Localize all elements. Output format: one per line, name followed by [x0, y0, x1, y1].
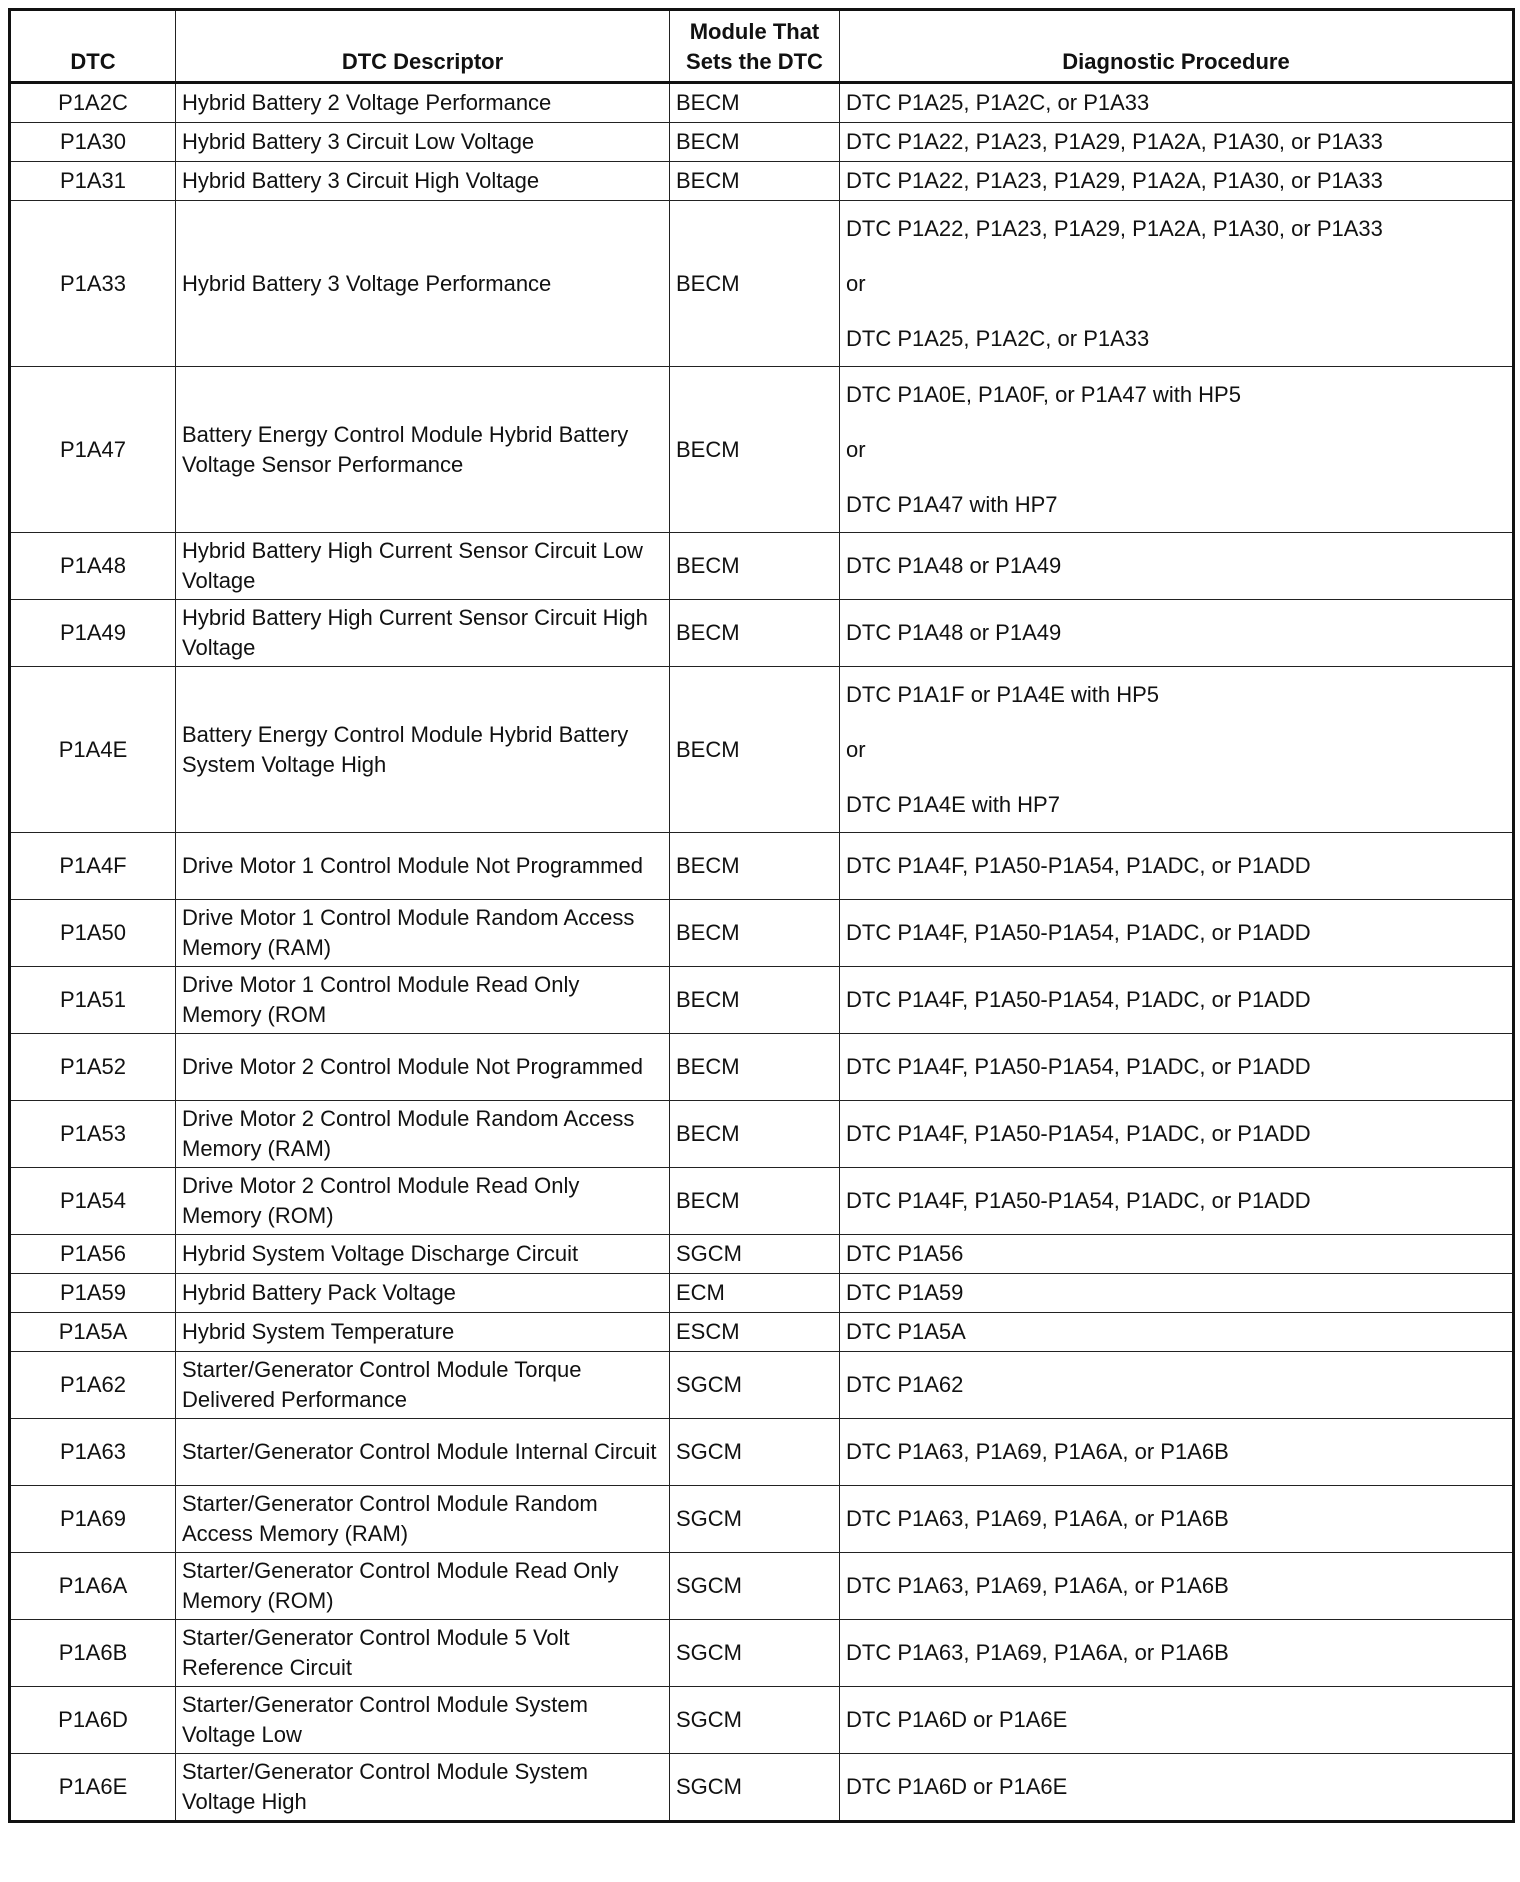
table-row	[10, 1313, 1514, 1352]
dtc-code: P1A53	[10, 1101, 176, 1168]
table-row	[10, 1687, 1514, 1754]
diagnostic-procedure: DTC P1A63, P1A69, P1A6A, or P1A6B	[840, 1419, 1514, 1486]
dtc-code: P1A6E	[10, 1754, 176, 1822]
header-module: Module That Sets the DTC	[670, 10, 840, 83]
module-name: SGCM	[670, 1620, 840, 1687]
procedure-line: DTC P1A25, P1A2C, or P1A33	[846, 326, 1150, 351]
dtc-code: P1A4F	[10, 833, 176, 900]
dtc-code: P1A62	[10, 1352, 176, 1419]
module-name: BECM	[670, 201, 840, 367]
dtc-descriptor: Drive Motor 2 Control Module Read Only Memory (ROM)	[176, 1168, 670, 1235]
procedure-or-separator: or	[846, 437, 866, 462]
dtc-descriptor: Hybrid Battery High Current Sensor Circuit High Voltage	[176, 600, 670, 667]
dtc-descriptor: Starter/Generator Control Module System Voltage High	[176, 1754, 670, 1822]
diagnostic-procedure: DTC P1A48 or P1A49	[840, 533, 1514, 600]
table-row	[10, 123, 1514, 162]
dtc-code: P1A31	[10, 162, 176, 201]
dtc-code: P1A54	[10, 1168, 176, 1235]
module-name: BECM	[670, 900, 840, 967]
module-name: ECM	[670, 1274, 840, 1313]
dtc-code: P1A50	[10, 900, 176, 967]
procedure-line: DTC P1A47 with HP7	[846, 492, 1058, 517]
table-row	[10, 1620, 1514, 1687]
procedure-line: DTC P1A4E with HP7	[846, 792, 1060, 817]
dtc-code: P1A52	[10, 1034, 176, 1101]
dtc-code: P1A33	[10, 201, 176, 367]
module-name: BECM	[670, 162, 840, 201]
table-row	[10, 600, 1514, 667]
dtc-code: P1A30	[10, 123, 176, 162]
dtc-code: P1A2C	[10, 83, 176, 123]
table-row	[10, 1419, 1514, 1486]
dtc-descriptor: Hybrid Battery High Current Sensor Circuit Low Voltage	[176, 533, 670, 600]
dtc-descriptor: Starter/Generator Control Module Internal Circuit	[176, 1419, 670, 1486]
dtc-code: P1A63	[10, 1419, 176, 1486]
table-row	[10, 83, 1514, 123]
dtc-descriptor: Hybrid Battery 2 Voltage Performance	[176, 83, 670, 123]
dtc-descriptor: Hybrid System Voltage Discharge Circuit	[176, 1235, 670, 1274]
module-name: SGCM	[670, 1687, 840, 1754]
table-row	[10, 1235, 1514, 1274]
table-row	[10, 667, 1514, 833]
module-name: BECM	[670, 83, 840, 123]
dtc-descriptor: Starter/Generator Control Module 5 Volt Reference Circuit	[176, 1620, 670, 1687]
module-name: SGCM	[670, 1486, 840, 1553]
dtc-table-container	[8, 8, 1512, 1880]
module-name: BECM	[670, 533, 840, 600]
table-body	[10, 83, 1514, 1822]
dtc-descriptor: Drive Motor 1 Control Module Not Programmed	[176, 833, 670, 900]
header-dtc-descriptor: DTC Descriptor	[176, 10, 670, 83]
module-name: BECM	[670, 367, 840, 533]
diagnostic-procedure: DTC P1A4F, P1A50-P1A54, P1ADC, or P1ADD	[840, 1168, 1514, 1235]
dtc-descriptor: Starter/Generator Control Module Random Access Memory (RAM)	[176, 1486, 670, 1553]
table-row	[10, 1034, 1514, 1101]
diagnostic-procedure: DTC P1A48 or P1A49	[840, 600, 1514, 667]
diagnostic-procedure	[840, 367, 1514, 533]
procedure-or-separator: or	[846, 271, 866, 296]
procedure-or-separator: or	[846, 737, 866, 762]
module-name: SGCM	[670, 1419, 840, 1486]
dtc-code: P1A48	[10, 533, 176, 600]
dtc-descriptor: Drive Motor 2 Control Module Random Access Memory (RAM)	[176, 1101, 670, 1168]
module-name: ESCM	[670, 1313, 840, 1352]
dtc-descriptor: Drive Motor 1 Control Module Random Access Memory (RAM)	[176, 900, 670, 967]
procedure-line: DTC P1A22, P1A23, P1A29, P1A2A, P1A30, or P1A33	[846, 216, 1383, 241]
module-name: BECM	[670, 833, 840, 900]
table-row	[10, 1754, 1514, 1822]
dtc-descriptor: Starter/Generator Control Module Torque Delivered Performance	[176, 1352, 670, 1419]
table-row	[10, 367, 1514, 533]
table-row	[10, 967, 1514, 1034]
dtc-code: P1A6A	[10, 1553, 176, 1620]
module-name: BECM	[670, 1168, 840, 1235]
dtc-descriptor: Drive Motor 2 Control Module Not Programmed	[176, 1034, 670, 1101]
dtc-code: P1A56	[10, 1235, 176, 1274]
module-name: BECM	[670, 600, 840, 667]
table-row	[10, 162, 1514, 201]
procedure-line: DTC P1A1F or P1A4E with HP5	[846, 682, 1160, 707]
diagnostic-procedure: DTC P1A63, P1A69, P1A6A, or P1A6B	[840, 1486, 1514, 1553]
table-row	[10, 201, 1514, 367]
dtc-descriptor: Battery Energy Control Module Hybrid Battery Voltage Sensor Performance	[176, 367, 670, 533]
dtc-descriptor: Starter/Generator Control Module System Voltage Low	[176, 1687, 670, 1754]
module-name: SGCM	[670, 1235, 840, 1274]
diagnostic-procedure: DTC P1A4F, P1A50-P1A54, P1ADC, or P1ADD	[840, 1101, 1514, 1168]
table-row	[10, 533, 1514, 600]
diagnostic-procedure: DTC P1A4F, P1A50-P1A54, P1ADC, or P1ADD	[840, 900, 1514, 967]
header-diagnostic-procedure: Diagnostic Procedure	[840, 10, 1514, 83]
diagnostic-procedure: DTC P1A4F, P1A50-P1A54, P1ADC, or P1ADD	[840, 1034, 1514, 1101]
dtc-descriptor: Hybrid Battery 3 Circuit High Voltage	[176, 162, 670, 201]
procedure-line: DTC P1A0E, P1A0F, or P1A47 with HP5	[846, 382, 1241, 407]
dtc-descriptor: Hybrid Battery Pack Voltage	[176, 1274, 670, 1313]
diagnostic-procedure: DTC P1A63, P1A69, P1A6A, or P1A6B	[840, 1553, 1514, 1620]
table-row	[10, 1352, 1514, 1419]
diagnostic-procedure: DTC P1A6D or P1A6E	[840, 1754, 1514, 1822]
dtc-code: P1A49	[10, 600, 176, 667]
table-row	[10, 1486, 1514, 1553]
diagnostic-procedure: DTC P1A22, P1A23, P1A29, P1A2A, P1A30, or P1A33	[840, 123, 1514, 162]
dtc-code: P1A59	[10, 1274, 176, 1313]
diagnostic-procedure	[840, 201, 1514, 367]
diagnostic-procedure: DTC P1A63, P1A69, P1A6A, or P1A6B	[840, 1620, 1514, 1687]
dtc-descriptor: Hybrid Battery 3 Circuit Low Voltage	[176, 123, 670, 162]
diagnostic-procedure	[840, 667, 1514, 833]
dtc-code: P1A51	[10, 967, 176, 1034]
table-row	[10, 1553, 1514, 1620]
diagnostic-procedure: DTC P1A59	[840, 1274, 1514, 1313]
diagnostic-procedure: DTC P1A6D or P1A6E	[840, 1687, 1514, 1754]
module-name: BECM	[670, 1101, 840, 1168]
diagnostic-procedure: DTC P1A25, P1A2C, or P1A33	[840, 83, 1514, 123]
dtc-code: P1A5A	[10, 1313, 176, 1352]
table-row	[10, 900, 1514, 967]
diagnostic-procedure: DTC P1A62	[840, 1352, 1514, 1419]
header-dtc: DTC	[10, 10, 176, 83]
table-row	[10, 833, 1514, 900]
dtc-descriptor: Drive Motor 1 Control Module Read Only Memory (ROM	[176, 967, 670, 1034]
dtc-descriptor: Hybrid System Temperature	[176, 1313, 670, 1352]
dtc-descriptor: Hybrid Battery 3 Voltage Performance	[176, 201, 670, 367]
module-name: SGCM	[670, 1553, 840, 1620]
module-name: SGCM	[670, 1754, 840, 1822]
dtc-code: P1A69	[10, 1486, 176, 1553]
diagnostic-procedure: DTC P1A56	[840, 1235, 1514, 1274]
table-row	[10, 1101, 1514, 1168]
dtc-table	[8, 8, 1515, 1823]
module-name: BECM	[670, 667, 840, 833]
dtc-descriptor: Starter/Generator Control Module Read Only Memory (ROM)	[176, 1553, 670, 1620]
dtc-code: P1A6D	[10, 1687, 176, 1754]
dtc-code: P1A6B	[10, 1620, 176, 1687]
module-name: BECM	[670, 123, 840, 162]
diagnostic-procedure: DTC P1A4F, P1A50-P1A54, P1ADC, or P1ADD	[840, 833, 1514, 900]
diagnostic-procedure: DTC P1A22, P1A23, P1A29, P1A2A, P1A30, or P1A33	[840, 162, 1514, 201]
module-name: BECM	[670, 1034, 840, 1101]
diagnostic-procedure: DTC P1A5A	[840, 1313, 1514, 1352]
dtc-code: P1A47	[10, 367, 176, 533]
table-header-row	[10, 10, 1514, 83]
module-name: SGCM	[670, 1352, 840, 1419]
module-name: BECM	[670, 967, 840, 1034]
diagnostic-procedure: DTC P1A4F, P1A50-P1A54, P1ADC, or P1ADD	[840, 967, 1514, 1034]
table-row	[10, 1168, 1514, 1235]
table-row	[10, 1274, 1514, 1313]
dtc-descriptor: Battery Energy Control Module Hybrid Battery System Voltage High	[176, 667, 670, 833]
dtc-code: P1A4E	[10, 667, 176, 833]
